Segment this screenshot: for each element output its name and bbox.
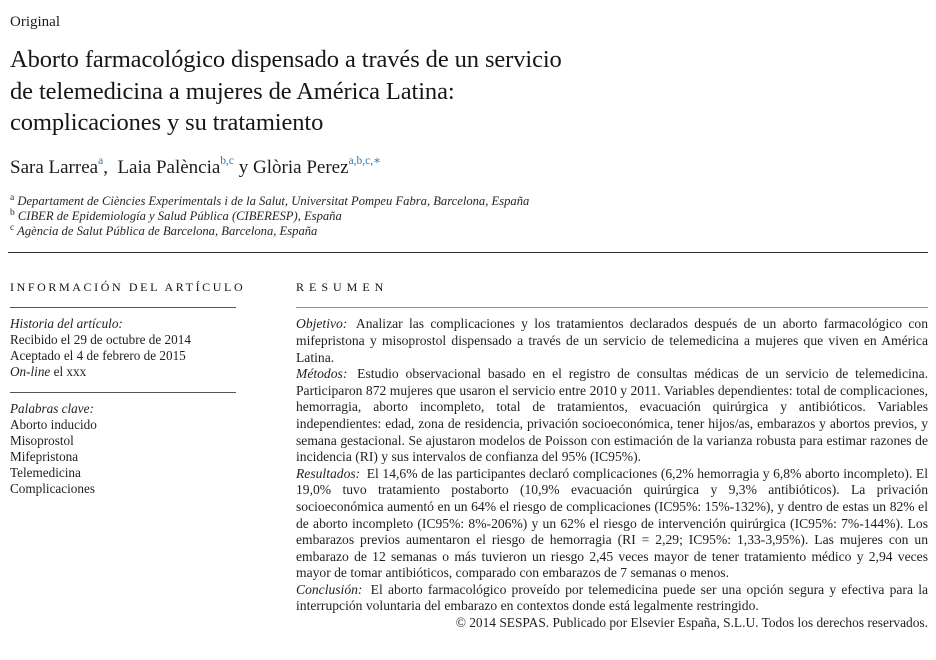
keyword-item: Misoprostol [10,433,74,449]
keywords-divider-rule [10,392,236,393]
keyword-item: Mifepristona [10,449,79,465]
article-title [10,44,926,139]
author-name: Laia Palència [117,156,221,178]
author-affiliation-marker: a,b,c,∗ [348,155,381,168]
keywords-list [10,417,236,497]
keywords-label: Palabras clave: [10,401,94,417]
affiliation-line: $^b$ CIBER de Epidemiología y Salud Pública (CIBERESP), España [10,207,342,223]
keywords-block [10,401,236,497]
affiliations-block [10,194,926,240]
abstract-column [296,280,928,631]
online-value: el xxx [50,364,87,380]
abstract-body [296,316,928,615]
section-kicker: Original [10,14,60,30]
history-label: Historia del artículo: [10,316,123,332]
keyword-item: Complicaciones [10,481,95,497]
copyright-line: © 2014 SESPAS. Publicado por Elsevier España, S.L.U. Todos los derechos reservados. [455,615,928,631]
keyword-item: Aborto inducido [10,417,97,433]
abstract-section: Métodos: Estudio observacional basado en el registro de consultas médicas de un servicio de telemedicina. Participaron 872 mujeres que usaron el servicio entre 2010 y 2011. Variables dependientes: total de complicaciones, hemorragia, aborto incompleto, total de tratamientos, evacuación quirúrgica y antibióticos. Variables independientes: edad, zona de residencia, privación socioeconómica, tener hijos/as, embarazos y abortos previos, y semana gestacional. Se ajustaron modelos de Poisson con estimación de la varianza robusta para estimar razones de incidencia (RI) y sus intervalos de confianza del 95% (IC95%). [296,366,928,465]
author-name: Sara Larrea [10,156,99,178]
history-line: Aceptado el 4 de febrero de 2015 [10,348,186,364]
author-name: Glòria Perez [253,156,349,178]
affiliation-marker: a [10,192,15,203]
two-column-body [0,280,936,631]
affiliation-line: $^a$ Departament de Ciències Experimentals i de la Salut, Universitat Pompeu Fabra, Barcelona, España [10,192,530,208]
article-history-block [10,316,236,380]
article-header [0,0,936,239]
author-affiliation-marker: b,c [220,155,235,168]
article-title-line: complicaciones y su tratamiento [10,109,324,136]
affiliation-line: $^c$ Agència de Salut Pública de Barcelona, Barcelona, España [10,222,318,239]
affiliation-marker: c [10,222,15,233]
history-line: Recibido el 29 de octubre de 2014 [10,332,191,348]
abstract-section-label: Objetivo: [296,316,348,332]
abstract-section: Objetivo: Analizar las complicaciones y los tratamientos declarados después de un aborto farmacológico con mifepristona y misoprostol dispensado a través de un servicio de telemedicina a mujeres que viven en América Latina. [296,316,928,365]
abstract-heading-rule [296,307,928,308]
header-divider-rule [8,252,928,253]
abstract-section: Resultados: El 14,6% de las participantes declaró complicaciones (6,2% hemorragia y 6,8% aborto incompleto). El 19,0% tuvo tratamiento postaborto (10,9% evacuación quirúrgica y 9,3% antibióticos). La privación socioeconómica aumentó en un 64% el riesgo de complicaciones (IC95%: 15%-132%), y dentro de estas un 82% el de aborto incompleto (IC95%: 8%-206%) y un 62% el riesgo de intervención quirúrgica (IC95%: 7%-144%). Los embarazos previos aumentaron el riesgo de hemorragia (RI = 2,29; IC95%: 1,33-3,95%). Las mujeres con un embarazo de 12 semanas o más tuvieron un riesgo 2,45 veces mayor de tener tratamiento médico y 2,94 veces mayor de tomar antibióticos, comparado con embarazos de 7 semanas o menos. [296,465,928,581]
history-lines [10,332,236,364]
article-title-line: de telemedicina a mujeres de América Latina: [10,77,455,105]
online-label: On-line [10,364,51,380]
abstract-section-label: Conclusión: [296,581,363,597]
abstract-section-label: Resultados: [296,465,361,481]
affiliation-marker: b [10,207,15,218]
authors-line: Sara Larrea$^a$, Laia Palència$^{b,c}$ y Glòria Perez$^{a,b,c,∗}$ [10,155,381,178]
article-info-heading-rule [10,307,236,308]
abstract-section: Conclusión: El aborto farmacológico proveído por telemedicina puede ser una opción segura y efectiva para la interrupción voluntaria del embarazo en contextos donde está legalmente restringido. [296,581,928,614]
author-affiliation-marker: a [98,155,104,168]
online-line [10,364,236,380]
keyword-item: Telemedicina [10,465,81,481]
article-info-heading: INFORMACIÓN DEL ARTÍCULO [10,280,246,295]
abstract-section-label: Métodos: [296,366,348,382]
abstract-heading: RESUMEN [296,280,389,295]
article-title-line: Aborto farmacológico dispensado a través de un servicio [10,46,562,73]
article-info-column [10,280,246,631]
